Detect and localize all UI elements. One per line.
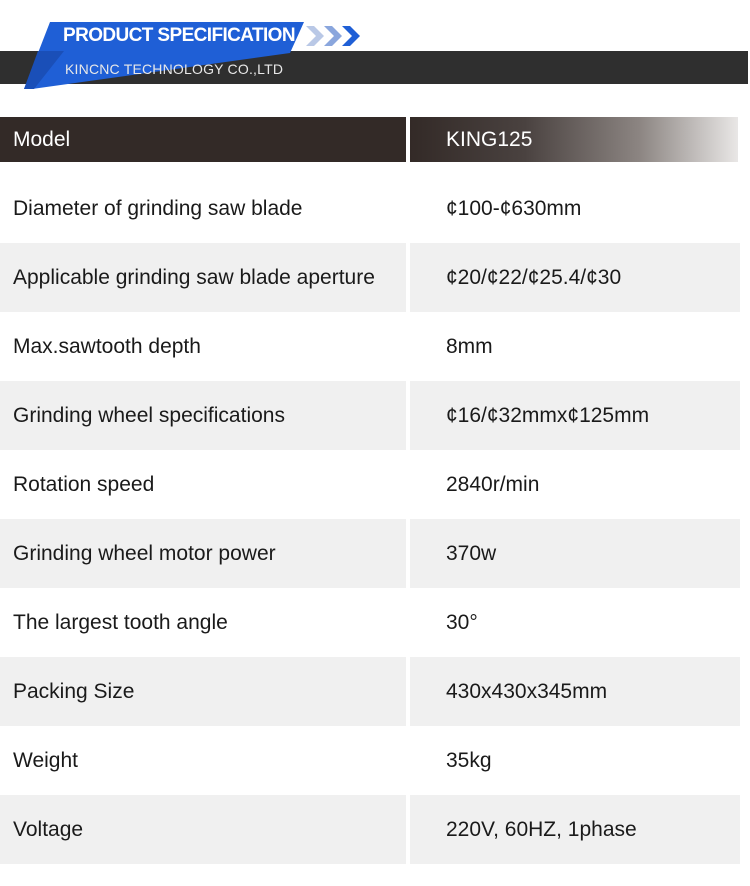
row-value: ¢100-¢630mm [446,196,582,220]
table-row [0,174,750,243]
row-value: 430x430x345mm [410,657,740,726]
header-value: KING125 [410,117,738,162]
row-label: Applicable grinding saw blade aperture [0,243,406,312]
row-label: Weight [13,748,78,772]
row-label: Rotation speed [13,472,155,496]
row-value: 35kg [446,748,492,772]
row-label: The largest tooth angle [13,610,228,634]
page-title: PRODUCT SPECIFICATION [63,25,295,46]
row-label: Diameter of grinding saw blade [13,196,303,220]
row-value: 8mm [446,334,493,358]
row-value: 220V, 60HZ, 1phase [410,795,740,864]
table-row [0,519,750,588]
row-value: ¢20/¢22/¢25.4/¢30 [410,243,740,312]
row-value: 30° [446,610,478,634]
row-label: Max.sawtooth depth [13,334,201,358]
row-label: Packing Size [0,657,406,726]
table-row [0,657,750,726]
row-label: Voltage [0,795,406,864]
table-row [0,726,750,795]
table-row [0,312,750,381]
row-value: 2840r/min [446,472,540,496]
company-name: KINCNC TECHNOLOGY CO.,LTD [65,61,284,77]
row-label: Grinding wheel specifications [0,381,406,450]
table-row [0,381,750,450]
table-header-row [0,117,750,162]
header-banner [0,0,750,100]
triple-chevron-right-icon [306,24,368,48]
table-row [0,450,750,519]
table-row [0,795,750,864]
header-label: Model [0,117,406,162]
row-value: ¢16/¢32mmx¢125mm [410,381,740,450]
table-row [0,243,750,312]
row-value: 370w [410,519,740,588]
row-label: Grinding wheel motor power [0,519,406,588]
table-row [0,588,750,657]
